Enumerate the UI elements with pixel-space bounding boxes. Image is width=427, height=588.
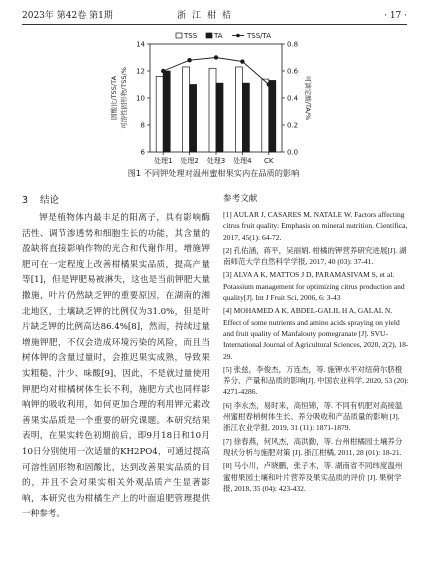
reference-item: [2] 孔佑涵，蒋平，吴丽娟. 柑橘的钾营养研究进展[J]. 湖南师范大学自然科学学报, 2017, 40 (03): 37-41. — [223, 245, 407, 267]
x-tick-label: CK — [264, 157, 274, 165]
point-tss-ta — [161, 69, 165, 73]
bar-ta — [190, 85, 197, 153]
reference-item: [8] 马小川，卢晓鹏，张子木，等. 湖南省不同纬度温州蜜柑果园土壤和叶片营养及果实品质的评价 [J]. 果树学报, 2018, 35 (04): 423-432. — [223, 461, 403, 493]
y-axis-label-left-ratio: 固酸比/TSS/TA — [110, 75, 118, 121]
references-section — [223, 192, 409, 496]
legend-marker-ratio — [236, 34, 240, 38]
legend-label-ta: TA — [214, 32, 223, 40]
quality-chart — [0, 30, 427, 170]
legend-label-tss: TSS — [184, 32, 198, 40]
references-title: 参考文献 — [223, 194, 258, 204]
bar-tss — [209, 68, 216, 152]
reference-item: [6] 李永杰，易时来，高恒锦，等. 不同有机肥对高接温州蜜柑春梢树体生长、养分吸收和产品质量的影响 [J]. 浙江农业学报, 2019, 31 (11): 1871-1879. — [223, 400, 403, 433]
legend-swatch-ta — [206, 33, 212, 38]
right-tick-label: 0.0 — [287, 148, 299, 157]
bar-tss — [235, 67, 242, 152]
right-tick-label: 0.2 — [287, 121, 299, 130]
reference-item: [7] 徐春燕，何风杰，高洪勤，等. 台州柑橘园土壤养分现状分析与施肥对策 [J]. 浙江柑橘, 2011, 28 (01): 18-21. — [223, 436, 403, 457]
right-tick-label: 0.8 — [287, 40, 299, 49]
legend-swatch-tss — [176, 33, 182, 38]
reference-item: [4] MOHAMED A K, ABDEL-GALIL H A, GALAL N. Effect of some nutrients and amino acids spraying on yield and fruit quality of Manfalouty pomegranate [J]. SVU-International Journal of Agricultural Sciences, 2020, 2(2), 18-29. — [223, 306, 409, 361]
bar-tss — [183, 67, 190, 152]
figure-1 — [0, 30, 427, 186]
left-tick-label: 8 — [140, 121, 145, 130]
journal-name: 浙江柑桔 — [177, 11, 238, 21]
left-tick-label: 6 — [140, 148, 145, 157]
y-axis-label-left: 可溶性固形物/TSS/% — [120, 67, 128, 129]
point-tss-ta — [240, 59, 244, 63]
bar-ta — [216, 83, 223, 152]
issue-info: 2023年 第42卷 第1期 — [22, 11, 113, 21]
point-tss-ta — [267, 82, 271, 86]
right-tick-label: 0.4 — [287, 94, 299, 103]
bar-tss — [262, 79, 269, 152]
legend-label-ratio: TSS/TA — [247, 32, 272, 40]
point-tss-ta — [187, 58, 191, 62]
reference-item: [1] AULAR J, CASARES M, NATALE W. Factors affecting citrus fruit quality: Emphasis on mineral nutrition. Cientifica, 2017, 45(1): 64-72. — [223, 210, 408, 242]
bar-ta — [163, 71, 170, 152]
left-tick-label: 14 — [136, 40, 145, 49]
conclusion-section — [22, 192, 210, 523]
point-tss-ta — [214, 55, 218, 59]
page-number: · 17 · — [384, 11, 407, 21]
left-tick-label: 10 — [136, 94, 145, 103]
section-heading — [22, 192, 210, 206]
section-title: 结论 — [40, 195, 60, 206]
bar-ta — [269, 80, 276, 152]
conclusion-paragraph: 钾是植物体内最丰足的阳离子，具有影响酶活性、调节渗透势和细胞生长的功能，其含量的盈缺将直接影响作物的光合和代谢作用，增施钾肥可在一定程度上改善柑橘果实品质，提高产量等[1]，但是钾肥易被淋失，这也是当前钾肥大量撒施，叶片仍然缺乏钾的重要原因，在湖南的湘北地区，土壤缺乏钾的比例仅为31.0%，但是叶片缺乏钾的比例高达86.4%[8]，然而，持续过量增施钾肥，不仅会造成环境污染的风险，而且当树体钾的含量过量时，会推迟果实成熟，导致果实粗糙、汁少、味酸[9]，因此，不是就过量使用钾肥均对柑橘树体生长不利，施肥方式也同样影响钾的吸收利用，如何更加合理的利用钾元素改善果实品质是一个重要的研究课题。本研究结果表明，在果实转色初期前后，即9月18日和10月10日分别使用一次适量的KH2PO4，可通过提高可溶性固形物和固酸比，达到改善果实品质的目的，并且不会对果实相关外观品质产生显著影响，本研究也为柑橘生产上的叶面追肥管理提供一种参考。 — [22, 213, 210, 520]
bar-tss — [156, 76, 163, 152]
reference-item: [5] 张兹，李俊杰，万连杰，等. 施钾水平对纽荷尔脐橙养分、产量和品质的影响[J]. 中国农业科学, 2020, 53 (20): 4271-4286. — [223, 364, 409, 397]
x-tick-label: 处理3 — [206, 157, 226, 165]
section-number: 3 — [22, 195, 29, 206]
left-tick-label: 12 — [136, 67, 145, 76]
bar-ta — [242, 83, 249, 152]
y-axis-label-right: 可滴定酸/TA/% — [304, 75, 312, 121]
right-tick-label: 0.6 — [287, 67, 299, 76]
x-tick-label: 处理2 — [180, 157, 199, 165]
x-tick-label: 处理4 — [233, 157, 252, 165]
figure-caption: 图1 不同钾处理对温州蜜柑果实内在品质的影响 — [127, 168, 300, 178]
x-tick-label: 处理1 — [153, 157, 173, 165]
reference-item: [3] ALVA A K, MATTOS J D, PARAMASIVAM S, et al. Potassium management for optimizing citrus production and quality[J]. Int J Fruit Sci, 2006, 6: 3-43 — [223, 270, 405, 303]
page-header — [22, 8, 407, 25]
